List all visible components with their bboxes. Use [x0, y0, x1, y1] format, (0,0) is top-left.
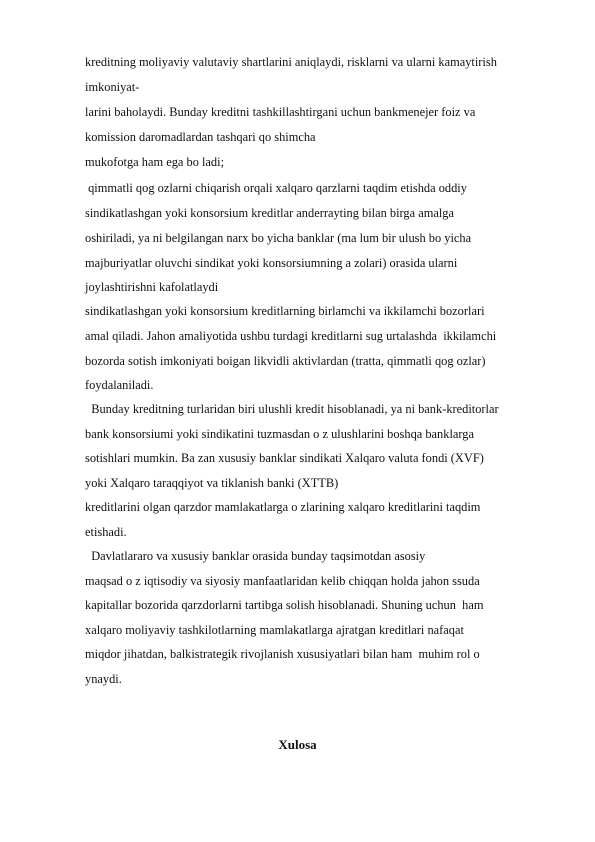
text-line: sindikatlashgan yoki konsorsium kreditlar anderrayting bilan birga amalga [85, 206, 454, 220]
text-line: mukofotga ham ega bo ladi; [85, 155, 225, 169]
text-line: kreditning moliyaviy valutaviy shartlarini aniqlaydi, risklarni va ularni kamaytirish [85, 55, 497, 69]
text-line: larini baholaydi. Bunday kreditni tashkillashtirgani uchun bankmenejer foiz va [85, 105, 476, 119]
text-line: bank konsorsiumi yoki sindikatini tuzmasdan o z ulushlarini boshqa banklarga [85, 427, 474, 441]
text-line: kreditlarini olgan qarzdor mamlakatlarga o zlarining xalqaro kreditlarini taqdim [85, 500, 481, 514]
text-line: foydalaniladi. [85, 378, 154, 392]
text-line: majburiyatlar oluvchi sindikat yoki konsorsiumning a zolari) orasida ularni [85, 256, 458, 270]
text-line: bozorda sotish imkoniyati boigan likvidli aktivlardan (tratta, qimmatli qog ozlar) [85, 354, 486, 368]
text-line: yoki Xalqaro taraqqiyot va tiklanish banki (XTTB) [85, 476, 339, 490]
text-line: miqdor jihatdan, balkistrategik rivojlanish xususiyatlari bilan ham muhim rol o [85, 647, 480, 661]
text-line: Bunday kreditning turlaridan biri ulushli kredit hisoblanadi, ya ni bank-kreditorlar [85, 402, 499, 416]
text-line: amal qiladi. Jahon amaliyotida ushbu turdagi kreditlarni sug urtalashda ikkilamchi [85, 329, 497, 343]
text-line: sotishlari mumkin. Ba zan xususiy banklar sindikati Xalqaro valuta fondi (XVF) [85, 451, 484, 465]
text-line: xalqaro moliyaviy tashkilotlarning mamlakatlarga ajratgan kreditlari nafaqat [85, 623, 464, 637]
section-heading: Xulosa [278, 737, 317, 752]
text-line: ynaydi. [85, 672, 122, 686]
text-line: kapitallar bozorida qarzdorlarni tartibga solish hisoblanadi. Shuning uchun ham [85, 598, 484, 612]
text-line: sindikatlashgan yoki konsorsium kreditlarning birlamchi va ikkilamchi bozorlari [85, 304, 485, 318]
text-line: komission daromadlardan tashqari qo shimcha [85, 130, 316, 144]
text-line: maqsad o z iqtisodiy va siyosiy manfaatlaridan kelib chiqqan holda jahon ssuda [85, 574, 480, 588]
text-line: joylashtirishni kafolatlaydi [85, 280, 219, 294]
text-line: qimmatli qog ozlarni chiqarish orqali xalqaro qarzlarni taqdim etishda oddiy [85, 181, 467, 195]
text-line: Davlatlararo va xususiy banklar orasida bunday taqsimotdan asosiy [85, 549, 426, 563]
text-line: imkoniyat- [85, 80, 140, 94]
text-line: etishadi. [85, 525, 127, 539]
text-line: oshiriladi, ya ni belgilangan narx bo yicha banklar (ma lum bir ulush bo yicha [85, 231, 472, 245]
